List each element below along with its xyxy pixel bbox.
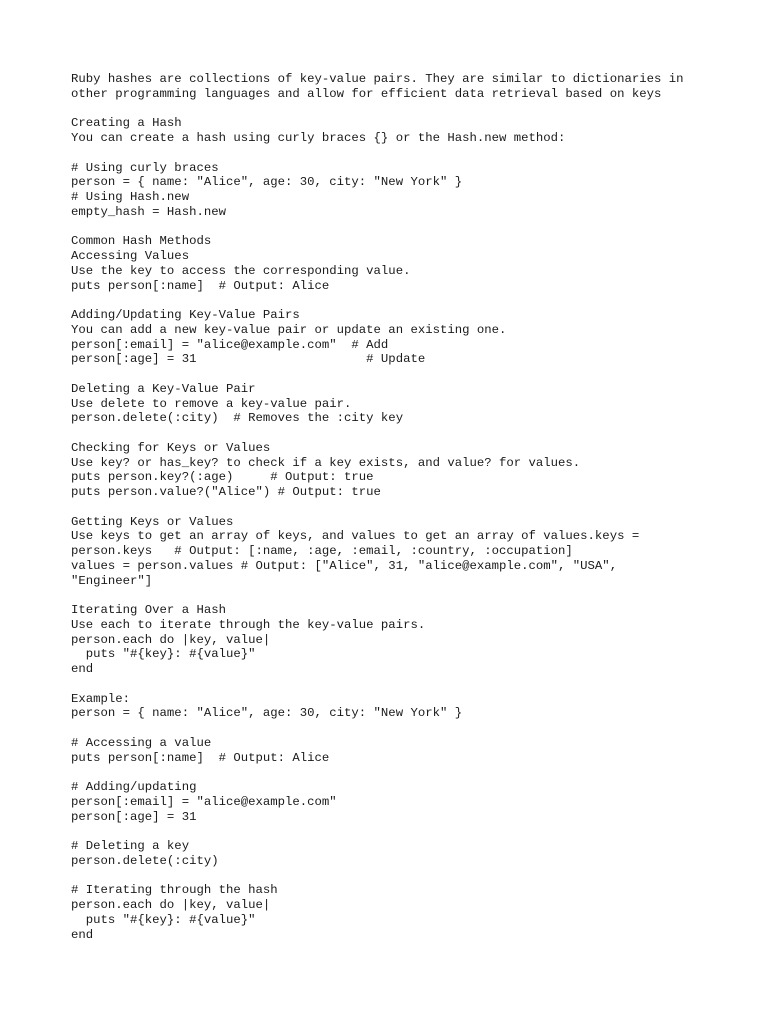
blank-line — [71, 869, 731, 884]
text-line: Adding/Updating Key-Value Pairs — [71, 308, 300, 322]
text-line: # Using Hash.new — [71, 190, 190, 204]
blank-line — [71, 765, 731, 780]
text-line: Example: — [71, 691, 131, 706]
text-line: Use key? or has_key? to check if a key exists, and value? for values. — [71, 455, 581, 470]
text-line: You can create a hash using curly braces {} or the Hash.new method: — [71, 131, 566, 145]
text-line: puts "#{key}: #{value}" — [71, 912, 256, 927]
text-line: person.delete(:city) — [71, 853, 219, 868]
text-line: person.delete(:city) # Removes the :city key — [71, 411, 404, 426]
blank-line — [71, 220, 731, 235]
text-line: person.keys # Output: [:name, :age, :email, :country, :occupation] — [71, 544, 573, 558]
text-line: person[:age] = 31 — [71, 809, 197, 824]
text-line: person[:email] = "alice@example.com" — [71, 794, 337, 809]
text-line: other programming languages and allow for efficient data retrieval based on keys — [71, 86, 662, 101]
text-line: puts person[:name] # Output: Alice — [71, 278, 330, 293]
document-body — [71, 72, 731, 942]
blank-line — [71, 588, 731, 603]
blank-line — [71, 824, 731, 839]
blank-line — [71, 500, 731, 515]
text-line: Use delete to remove a key-value pair. — [71, 396, 352, 411]
text-line: Getting Keys or Values — [71, 514, 234, 529]
text-line: person[:age] = 31 # Update — [71, 352, 426, 367]
blank-line — [71, 721, 731, 736]
text-line: values = person.values # Output: ["Alice", 31, "alice@example.com", "USA", — [71, 558, 618, 573]
text-line: "Engineer"] — [71, 573, 153, 588]
text-line: puts person.key?(:age) # Output: true — [71, 470, 374, 485]
blank-line — [71, 426, 731, 441]
text-line: Ruby hashes are collections of key-value pairs. They are similar to dictionaries in — [71, 72, 684, 86]
text-line: person = { name: "Alice", age: 30, city: "New York" } — [71, 175, 463, 190]
blank-line — [71, 146, 731, 161]
text-line: You can add a new key-value pair or update an existing one. — [71, 322, 507, 337]
text-line: puts "#{key}: #{value}" — [71, 647, 256, 662]
blank-line — [71, 367, 731, 382]
text-line: person = { name: "Alice", age: 30, city: "New York" } — [71, 706, 463, 721]
text-line: # Deleting a key — [71, 839, 190, 853]
text-line: person.each do |key, value| — [71, 898, 271, 912]
text-line: Checking for Keys or Values — [71, 440, 271, 455]
blank-line — [71, 677, 731, 692]
text-line: puts person.value?("Alice") # Output: true — [71, 485, 381, 499]
text-line: # Adding/updating — [71, 780, 197, 794]
text-line: end — [71, 927, 94, 942]
text-line: # Using curly braces — [71, 160, 219, 175]
blank-line — [71, 102, 731, 117]
text-line: Accessing Values — [71, 249, 190, 263]
text-line: Creating a Hash — [71, 116, 182, 131]
text-line: # Accessing a value — [71, 735, 212, 750]
text-line: person[:email] = "alice@example.com" # Add — [71, 337, 389, 352]
text-line: empty_hash = Hash.new — [71, 204, 226, 219]
text-line: Deleting a Key-Value Pair — [71, 381, 256, 396]
text-line: Use keys to get an array of keys, and values to get an array of values.keys = — [71, 529, 640, 544]
text-line: Use the key to access the corresponding value. — [71, 263, 411, 278]
text-line: end — [71, 662, 94, 676]
text-line: person.each do |key, value| — [71, 632, 271, 647]
text-line: Iterating Over a Hash — [71, 603, 226, 617]
text-line: Common Hash Methods — [71, 234, 212, 249]
text-line: Use each to iterate through the key-value pairs. — [71, 617, 426, 632]
text-line: puts person[:name] # Output: Alice — [71, 750, 330, 765]
text-line: # Iterating through the hash — [71, 883, 278, 898]
blank-line — [71, 293, 731, 308]
